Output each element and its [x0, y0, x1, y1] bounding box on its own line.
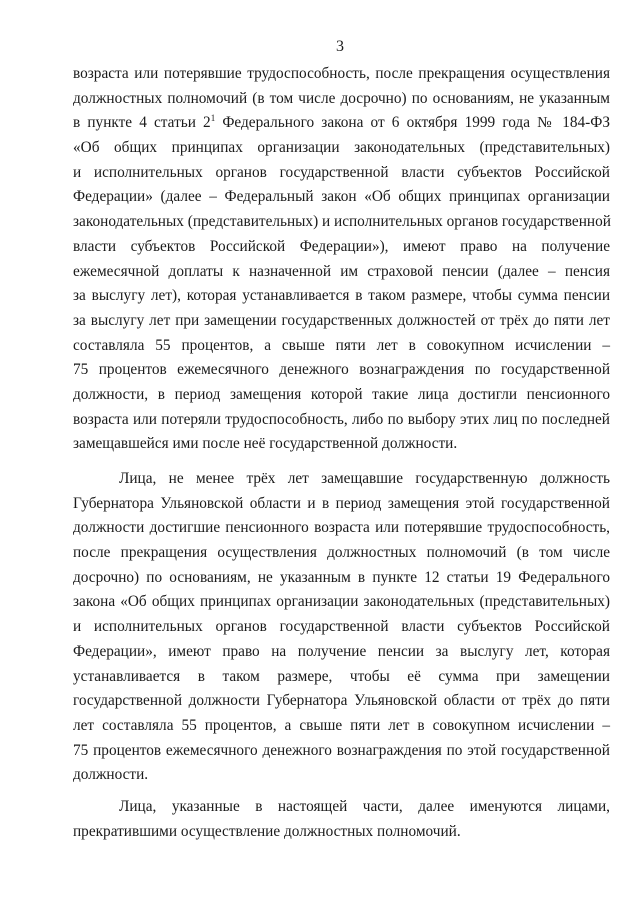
- text-fragment: в пункте 4 статьи 2: [73, 114, 211, 132]
- text-line: Федерации», имеют право на получение пенсии за выслугу лет, которая: [73, 642, 610, 660]
- text-line: законодательных (представительных) и исполнительных органов государственной: [73, 213, 611, 231]
- text-line: замещавшейся ими после неё государственной должности.: [73, 435, 458, 453]
- text-line: [73, 111, 610, 136]
- text-line: за выслугу лет при замещении государственных должностей от трёх до пяти лет: [73, 311, 610, 329]
- text-line: должностных полномочий (в том числе досрочно) по основаниям, не указанным: [73, 89, 610, 107]
- text-line: возраста или потеряли трудоспособность, либо по выбору этих лиц по последней: [73, 410, 610, 428]
- text-line: устанавливается в таком размере, чтобы её сумма при замещении: [73, 667, 610, 685]
- text-line: после прекращения осуществления должностных полномочий (в том числе: [73, 544, 610, 562]
- text-line: лет составляла 55 процентов, а свыше пяти лет в совокупном исчислении –: [73, 716, 610, 734]
- text-fragment: Федерального закона от 6 октября 1999 года № 184-ФЗ: [215, 114, 610, 132]
- text-line: прекратившими осуществление должностных полномочий.: [73, 822, 461, 840]
- text-line: Лица, указанные в настоящей части, далее именуются лицами,: [119, 798, 610, 815]
- page-number: 3: [336, 38, 344, 55]
- text-line: и исполнительных органов государственной власти субъектов Российской: [73, 618, 610, 636]
- paragraph-3: [73, 795, 610, 844]
- text-line: «Об общих принципах организации законодательных (представительных): [73, 139, 610, 157]
- text-line: Лица, не менее трёх лет замещавшие государственную должность: [119, 470, 610, 487]
- text-line: должности, в период замещения которой такие лица достигли пенсионного: [73, 385, 610, 403]
- text-line: возраста или потерявшие трудоспособность, после прекращения осуществления: [73, 65, 610, 82]
- text-line: досрочно) по основаниям, не указанным в пункте 12 статьи 19 Федерального: [73, 568, 610, 586]
- text-line: ежемесячной доплаты к назначенной им страховой пенсии (далее – пенсия: [73, 262, 610, 280]
- text-line: 75 процентов ежемесячного денежного вознаграждения по государственной: [73, 361, 610, 379]
- text-line: составляла 55 процентов, а свыше пяти лет в совокупном исчислении –: [73, 336, 610, 354]
- text-line: за выслугу лет), которая устанавливается в таком размере, чтобы сумма пенсии: [73, 287, 610, 305]
- text-line: государственной должности Губернатора Ульяновской области от трёх до пяти: [73, 692, 610, 710]
- text-line: Федерации» (далее – Федеральный закон «Об общих принципах организации: [73, 188, 610, 206]
- text-line: и исполнительных органов государственной власти субъектов Российской: [73, 163, 610, 181]
- paragraph-2: [73, 467, 610, 788]
- text-line: власти субъектов Российской Федерации»), имеют право на получение: [73, 237, 610, 255]
- text-line: 75 процентов ежемесячного денежного вознаграждения по этой государственной: [73, 741, 610, 759]
- text-line: должности.: [73, 766, 149, 784]
- paragraph-1: [73, 62, 610, 457]
- superscript: 1: [210, 113, 216, 124]
- text-line: Губернатора Ульяновской области и в период замещения этой государственной: [73, 494, 610, 512]
- text-line: закона «Об общих принципах организации законодательных (представительных): [73, 593, 610, 611]
- text-line: должности достигшие пенсионного возраста или потерявшие трудоспособность,: [73, 519, 610, 537]
